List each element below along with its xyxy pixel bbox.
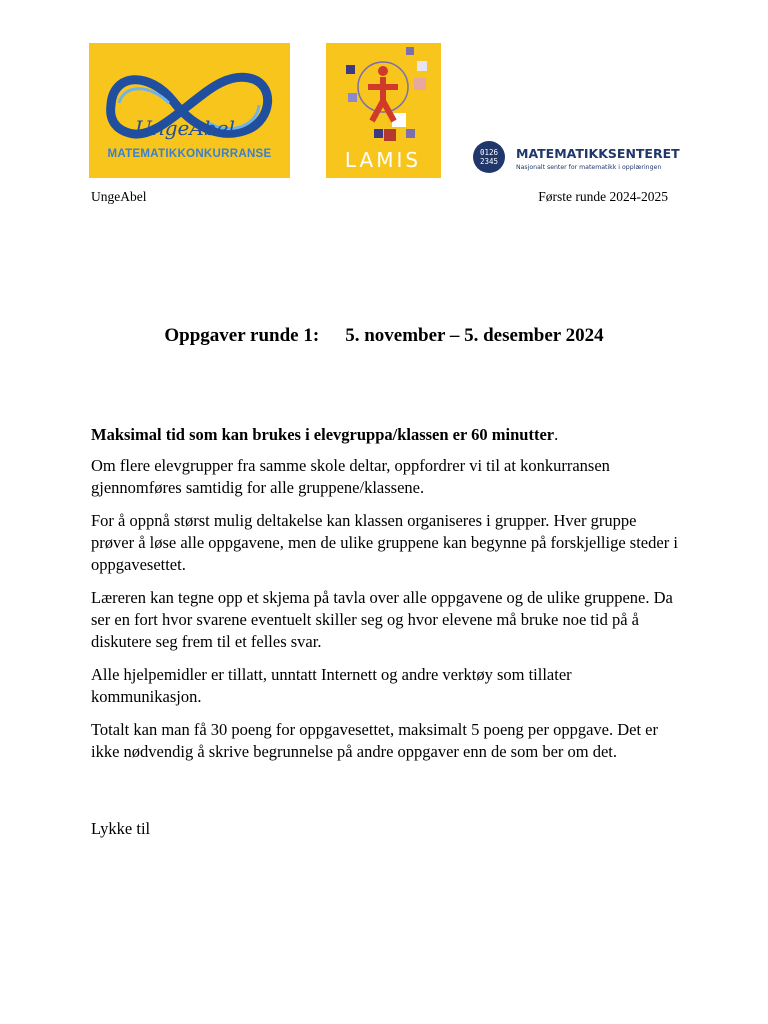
- lamis-logo: [326, 43, 441, 178]
- title-label: Oppgaver runde 1:: [164, 325, 320, 346]
- lamis-emblem: [326, 43, 441, 178]
- matematikksenteret-name: MATEMATIKKSENTERET: [516, 146, 680, 161]
- paragraph-organize-groups: For å oppnå størst mulig deltakelse kan klassen organiseres i grupper. Hver gruppe prøver å løse alle oppgavene, men de ulike gruppene kan begynne på forskjellige steder i oppgavesettet.: [91, 511, 678, 574]
- paragraph-teacher-board: Læreren kan tegne opp et skjema på tavla over alle oppgavene og de ulike gruppene. Da ser en fort hvor svarene eventuelt skiller seg og hvor elevene må bruke noe tid på å diskutere seg frem til et felles svar.: [91, 588, 673, 651]
- closing-text: Lykke til: [91, 819, 151, 838]
- matematikksenteret-logo: [470, 138, 710, 178]
- lamis-text: LAMIS: [344, 148, 422, 172]
- title-dates: 5. november – 5. desember 2024: [345, 325, 604, 346]
- infinity-emblem: [89, 43, 290, 178]
- paragraph-aids-allowed: Alle hjelpemidler er tillatt, unntatt Internett og andre verktøy som tillater kommunikasjon.: [91, 665, 572, 706]
- svg-text:2345: 2345: [479, 157, 499, 166]
- time-limit-paragraph: Maksimal tid som kan brukes i elevgruppa/klassen er 60 minutter.: [91, 425, 559, 444]
- paragraph-multiple-groups: Om flere elevgrupper fra samme skole deltar, oppfordrer vi til at konkurransen gjennomføres samtidig for alle gruppene/klassene.: [91, 456, 610, 497]
- matematikksenteret-tagline: Nasjonalt senter for matematikk i opplæringen: [516, 164, 662, 171]
- ungeabel-caption: MATEMATIKKONKURRANSE: [107, 148, 272, 160]
- header-left: UngeAbel: [91, 189, 147, 204]
- matematikksenteret-emblem: [470, 138, 710, 178]
- ungeabel-script: UngeAbel: [135, 116, 235, 140]
- emblem-digits: 0126: [479, 148, 499, 157]
- page-title: [0, 325, 768, 347]
- ungeabel-logo: [89, 43, 290, 178]
- time-limit-text: Maksimal tid som kan brukes i elevgruppa/klassen er 60 minutter: [91, 425, 555, 444]
- header-right: Første runde 2024-2025: [538, 189, 668, 204]
- paragraph-scoring: Totalt kan man få 30 poeng for oppgavesettet, maksimalt 5 poeng per oppgave. Det er ikke nødvendig å skrive begrunnelse på andre oppgaver enn de som ber om det.: [91, 720, 659, 761]
